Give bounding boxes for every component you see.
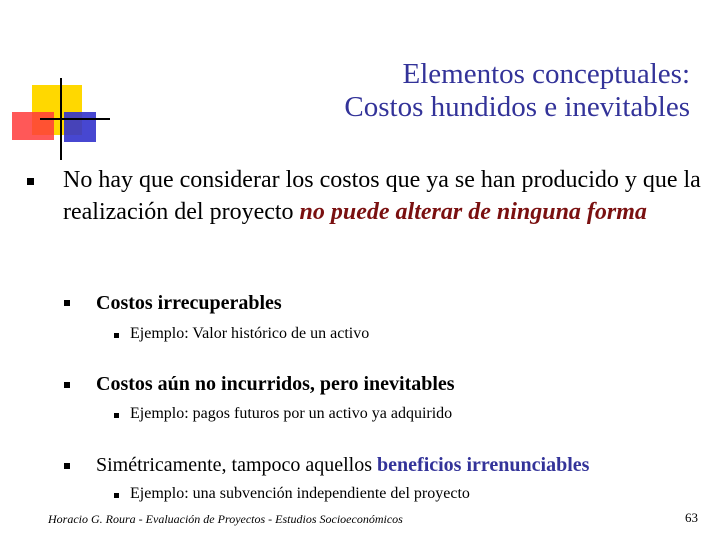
main-bullet-body: No hay que considerar los costos que ya se han producido y que la realización del proyecto <box>63 167 701 225</box>
sub-bullet-1 <box>96 291 282 315</box>
sub-bullet-1-label: Costos irrecuperables <box>96 292 282 314</box>
bullet-square-icon <box>64 300 70 306</box>
sub-bullet-3-text: Simétricamente, tampoco aquellos <box>96 454 373 476</box>
title-line-2: Costos hundidos e inevitables <box>344 91 690 123</box>
bullet-square-icon <box>114 493 119 498</box>
sub-sub-bullet-1: Ejemplo: Valor histórico de un activo <box>130 325 370 342</box>
horizontal-rule <box>40 118 110 120</box>
slide-title <box>130 58 690 124</box>
sub-sub-bullet-2: Ejemplo: pagos futuros por un activo ya adquirido <box>130 405 453 422</box>
footer-text: Horacio G. Roura - Evaluación de Proyectos - Estudios Socioeconómicos <box>48 512 403 526</box>
decorative-logo-squares <box>0 0 110 170</box>
bullet-square-icon <box>64 382 70 388</box>
bullet-square-icon <box>27 178 34 185</box>
bullet-square-icon <box>64 463 70 469</box>
page-number: 63 <box>685 510 698 525</box>
sub-bullet-2-label: Costos aún no incurridos, pero inevitables <box>96 373 455 395</box>
title-line-1: Elementos conceptuales: <box>402 58 690 90</box>
main-bullet-emphasis: no puede alterar de ninguna forma <box>299 199 647 225</box>
bullet-square-icon <box>114 333 119 338</box>
blue-square <box>64 112 96 142</box>
sub-bullet-3 <box>96 453 589 477</box>
sub-bullet-3-emphasis: beneficios irrenunciables <box>377 454 590 476</box>
sub-sub-bullet-3: Ejemplo: una subvención independiente del proyecto <box>130 485 470 502</box>
main-bullet-text <box>63 164 703 228</box>
red-square <box>12 112 54 140</box>
sub-bullet-2 <box>96 372 455 396</box>
bullet-square-icon <box>114 413 119 418</box>
